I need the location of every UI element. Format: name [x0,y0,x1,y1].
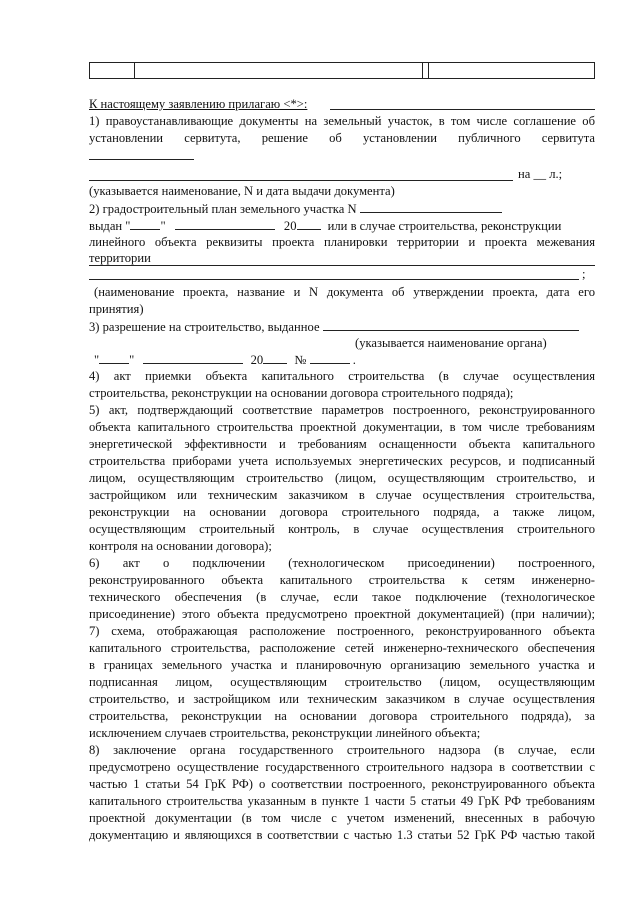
item-5-line-4: строительства приборами учета используемых энергетических ресурсов, и подписанный [89,454,595,468]
item-7-line-6: строительства, реконструкции на основании договора строительного подряда), за [89,709,595,723]
year-prefix: 20 [250,353,264,367]
item-6-line-3: технического обеспечения (в случае, если такое подключение (технологическое [89,590,595,604]
item-8-line-2: предусмотрено осуществление государственного строительного надзора в соответствии с [89,760,595,774]
item-5-line-2: объекта капитального строительства проектной документации, в том числе требованиям [89,420,595,434]
year-blank [263,351,287,364]
item-2-note-1: (наименование проекта, название и N документа об утверждении проекта, дата его [94,285,595,299]
item-4-line-1: 4) акт приемки объекта капитального строительства (в случае осуществления [89,369,595,383]
item-1-note: (указывается наименование, N и дата выдачи документа) [89,184,395,198]
item-1-blank-2 [89,180,513,181]
day-blank [99,351,129,364]
quote-open: " [94,353,100,367]
item-5-line-9: контроля на основании договора); [89,539,272,553]
attachments-intro [89,96,595,113]
item-8-line-6: документацию и являющихся в соответствии с частью 1.3 статьи 52 ГрК РФ частью такой [89,828,595,842]
item-3-line-3 [94,351,600,369]
item-7-line-2: капитального строительства, расположение сетей инженерно-технического обеспечения [89,641,595,655]
attachments-intro-text: К настоящему заявлению прилагаю <*>: [89,97,308,111]
item-3-line-1 [89,318,595,336]
item-4-line-2: строительства, реконструкции на основании договора строительного подряда); [89,386,514,400]
item-1-line-1: 1) правоустанавливающие документы на земельный участок, в том числе соглашение об [89,114,595,128]
item-1-line-2: установлении сервитута, решение об установлении публичного сервитута [89,131,595,145]
number-blank [310,351,350,364]
table-cell [429,63,594,78]
item-2-line-3: линейного объекта реквизиты проекта планировки территории и проекта межевания [89,235,595,249]
number-sign: № [294,353,307,367]
year-prefix: 20 [283,219,297,233]
table-cell [135,63,423,78]
item-2-semicolon: ; [582,267,586,281]
item-2-line-1 [89,200,595,218]
intro-underline [330,109,595,110]
item-8-line-4: капитального строительства указанным в пункте 1 части 5 статьи 49 ГрК РФ требованиям [89,794,595,808]
item-8-line-3: частью 1 статьи 54 ГрК РФ) о соответствии построенного, реконструированного объекта [89,777,595,791]
item-2-rule [89,265,595,266]
item-7-line-4: подписанная лицом, осуществляющим строительство (лицом, осуществляющим [89,675,595,689]
item-5-line-8: осуществляющим строительный контроль, в случае осуществления строительного [89,522,595,536]
item-1-blank-1 [89,159,194,160]
item-7-line-1: 7) схема, отображающая расположение построенного, реконструированного объекта [89,624,595,638]
item-1-pages: на __ л.; [518,167,563,181]
item-8-line-5: проектной документации (в том числе с учетом изменений, внесенных в рабочую [89,811,595,825]
item-5-line-1: 5) акт, подтверждающий соответствие параметров построенного, реконструированного [89,403,595,417]
item-8-line-1: 8) заключение органа государственного строительного надзора (в случае, если [89,743,595,757]
item-7-line-5: строительство, и застройщиком или техническим заказчиком в случае осуществления [89,692,595,706]
item-5-line-3: энергетической эффективности и требованиям оснащенности объекта капитального [89,437,595,451]
item-5-line-5: лицом, осуществляющим строительство (лицом, осуществляющим строительство, и [89,471,595,485]
item-2-line-2 [89,217,595,235]
day-blank [130,217,160,230]
quote-close: " [160,219,166,233]
year-blank [297,217,321,230]
item-2-note-2: принятия) [89,302,144,316]
item-7-line-3: в границах земельного участка и планировочную организацию земельного участка и [89,658,595,672]
item-2-blank [89,279,579,280]
month-blank [143,351,243,364]
item-6-line-4: присоединение) этого объекта предусмотрено проектной документацией) (при наличии); [89,607,595,621]
item-7-line-7: исключением случаев строительства, реконструкции линейного объекта; [89,726,481,740]
item-3-note: (указывается наименование органа) [355,336,547,350]
quote-close: " [129,353,135,367]
quote-open: выдан " [89,219,131,233]
month-blank [175,217,275,230]
item-3-line-1-text: 3) разрешение на строительство, выданное [89,320,320,334]
item-6-line-1: 6) акт о подключении (технологическом присоединении) построенного, [89,556,595,570]
item-2-line-4: территории [89,251,151,265]
table-row [89,62,595,79]
item-5-line-6: застройщиком или техническим заказчиком в случае осуществления строительства, [89,488,595,502]
item-2-line-2-text: или в случае строительства, реконструкции [327,219,562,233]
item-6-line-2: реконструированного объекта капитального строительства к сетям инженерно- [89,573,595,587]
item-2-line-1-text: 2) градостроительный план земельного участка N [89,202,357,216]
item-5-line-7: реконструкции на основании договора строительного подряда, а также лицом, [89,505,595,519]
plan-number-blank [360,200,502,213]
table-cell [90,63,135,78]
issuer-blank [323,318,579,331]
item-3-period: . [352,353,356,367]
